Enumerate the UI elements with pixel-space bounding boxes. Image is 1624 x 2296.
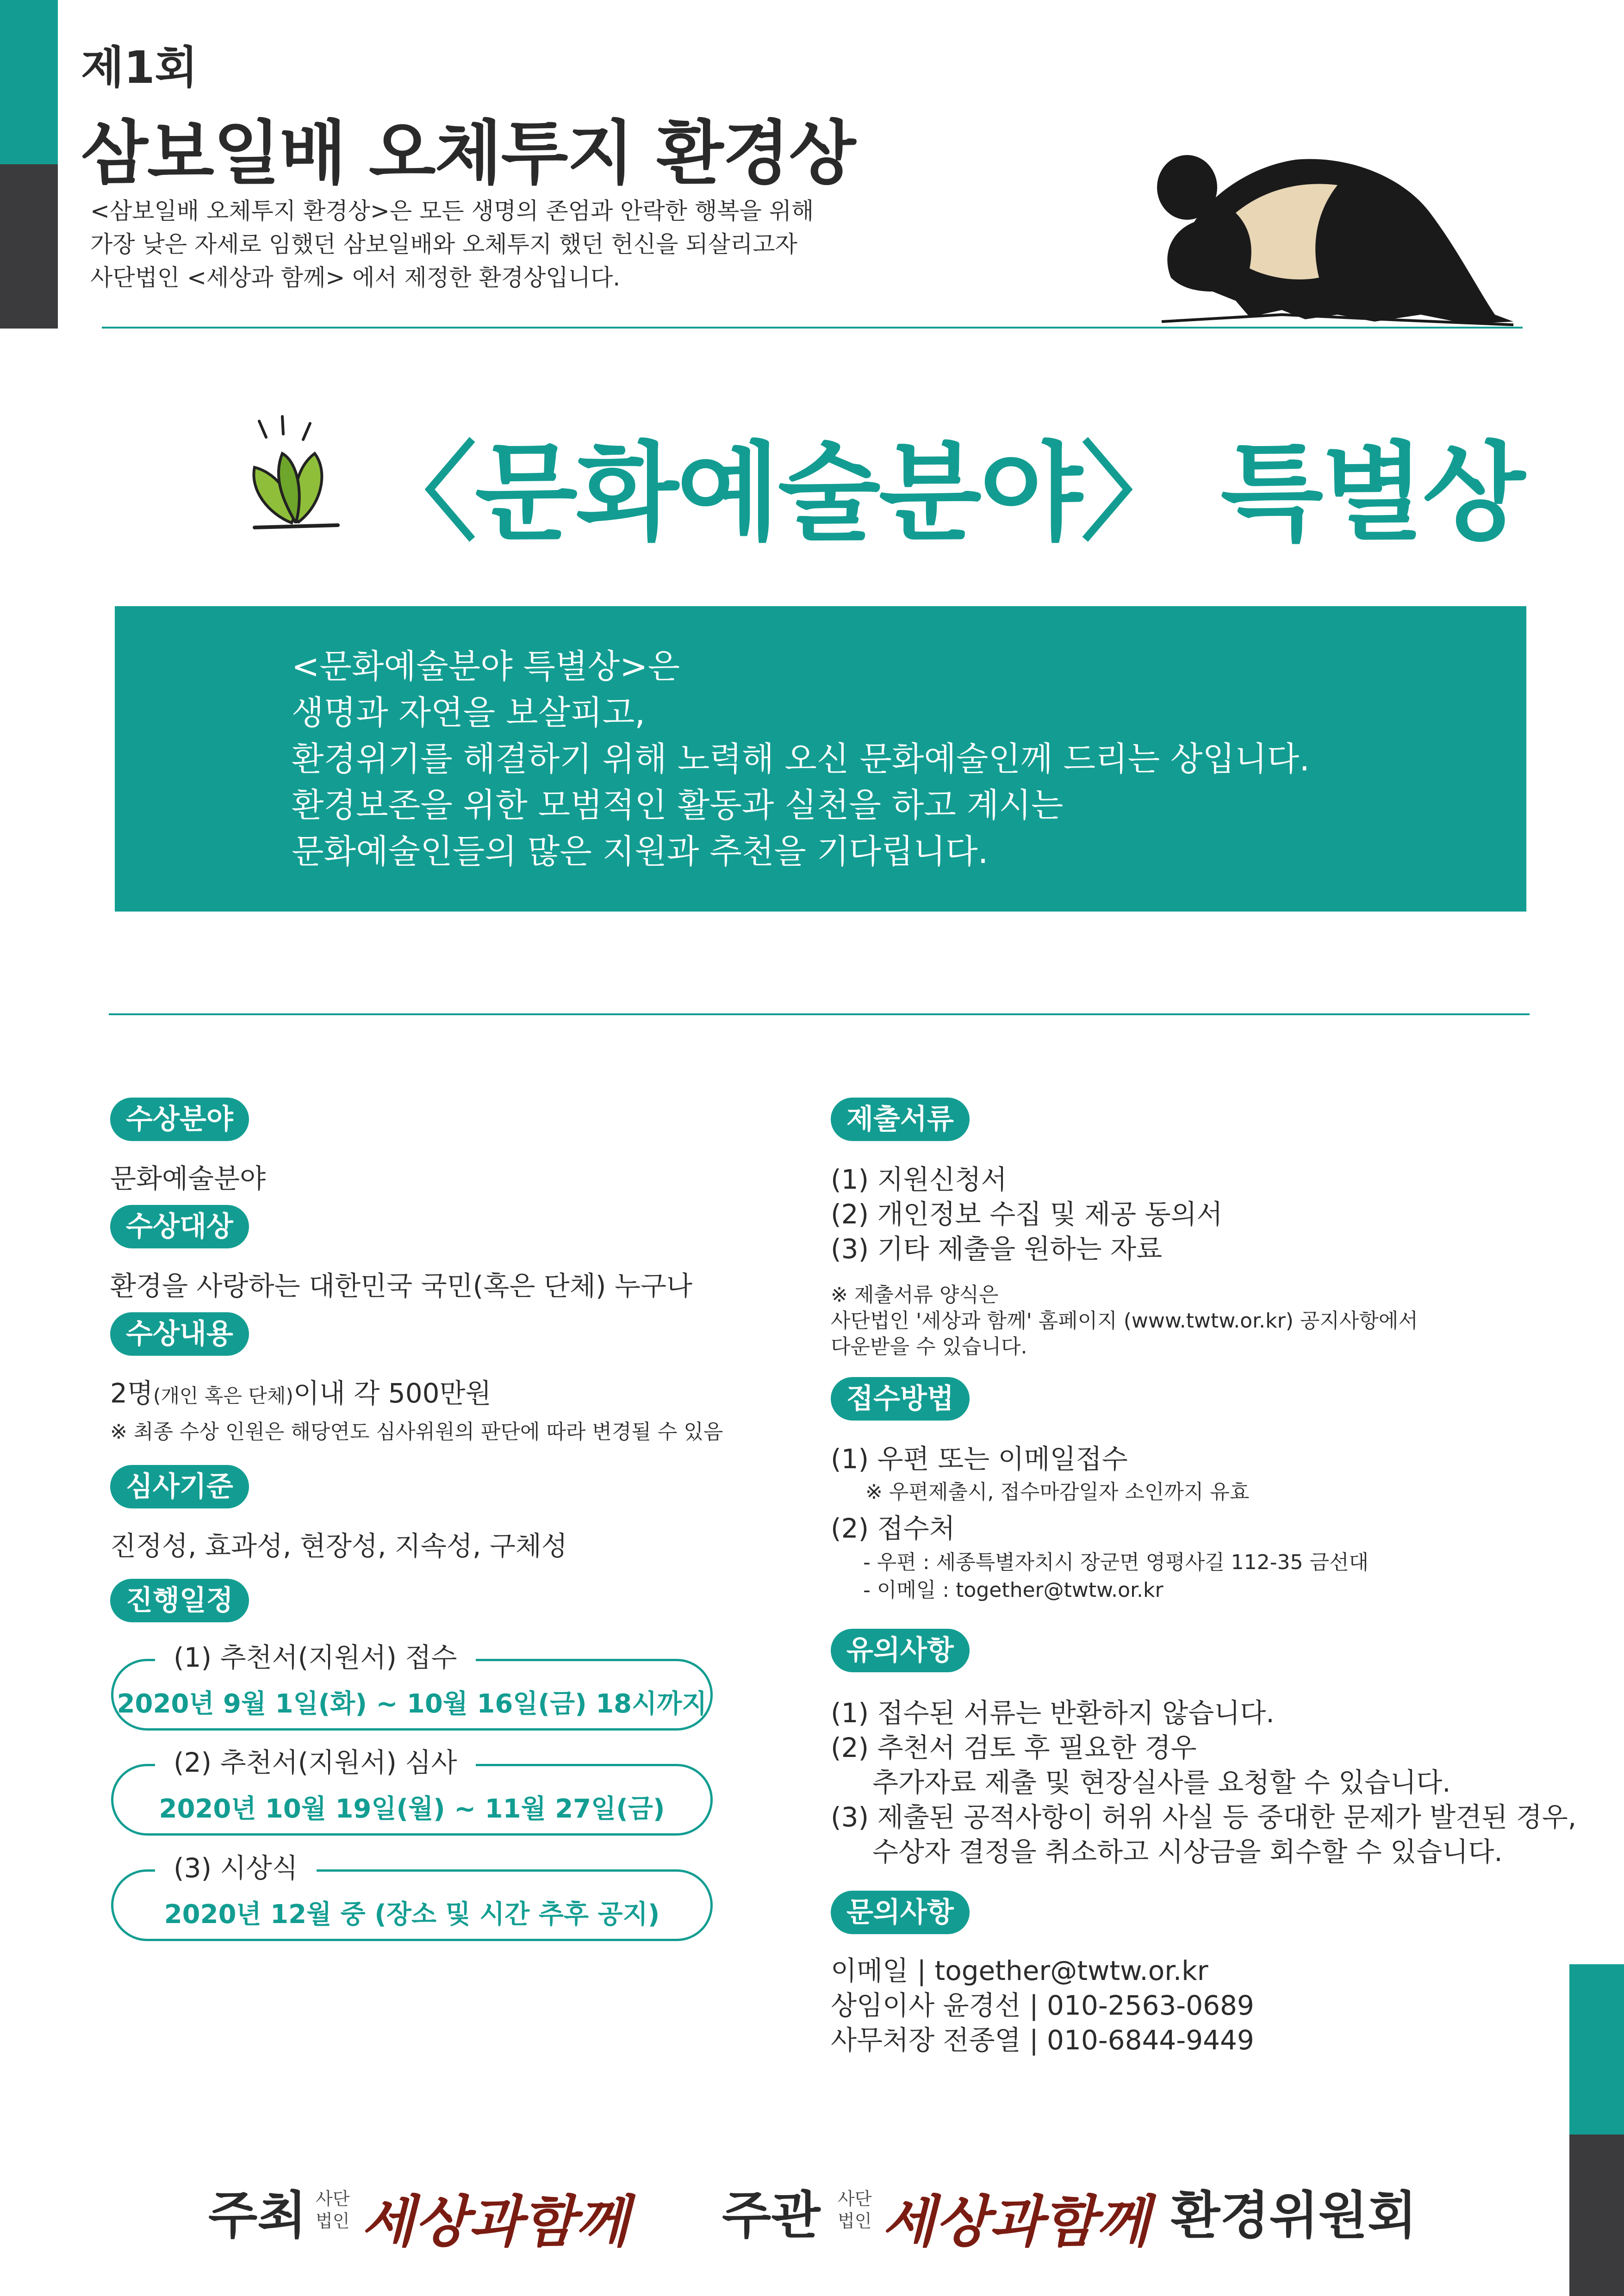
target-text: 환경을 사랑하는 대한민국 국민(혹은 단체) 누구나 [110,1270,693,1302]
section-label-inquiry: 문의사항 [831,1891,970,1934]
intro-line: <삼보일배 오체투지 환경상>은 모든 생명의 존엄과 안락한 행복을 위해 [90,198,814,224]
intro-line: 가장 낮은 자세로 임했던 삼보일배와 오체투지 했던 헌신을 되살리고자 [90,231,797,258]
caution-line: (2) 추천서 검토 후 필요한 경우 [831,1732,1197,1763]
content-amount: 이내 각 500만원 [293,1378,492,1409]
caution-line: 추가자료 제출 및 현장실사를 요청할 수 있습니다. [872,1767,1451,1798]
host-org-logo: 세상과함께 [361,2189,629,2254]
caution-line: (3) 제출된 공적사항이 허위 사실 등 중대한 문제가 발견된 경우, [831,1801,1577,1833]
description-line: 문화예술인들의 많은 지원과 추천을 기다립니다. [292,832,989,871]
documents-item: (1) 지원신청서 [831,1164,1007,1195]
content-count: 2명 [110,1378,153,1409]
description-line: 환경보존을 위한 모범적인 활동과 실천을 하고 계시는 [292,786,1064,825]
section-label-content: 수상내용 [110,1312,249,1356]
corp-mark-line: 사단 [838,2189,872,2209]
corp-mark-host [316,2188,349,2232]
organizer-label: 주관 [722,2186,821,2245]
description-line: 생명과 자연을 보살피고, [292,693,646,732]
section-label-target: 수상대상 [110,1205,249,1248]
intro-line: 사단법인 <세상과 함께> 에서 제정한 환경상입니다. [90,264,621,291]
description-line: 환경위기를 해결하기 위해 노력해 오신 문화예술인께 드리는 상입니다. [292,739,1310,778]
criteria-text: 진정성, 효과성, 현장성, 지속성, 구체성 [110,1530,567,1562]
section-label-caution: 유의사항 [831,1629,970,1672]
schedule-item [111,1642,713,1731]
documents-note: 사단법인 '세상과 함께' 홈페이지 (www.twtw.or.kr) 공지사항에서 [831,1309,1418,1333]
corp-mark-line: 사단 [316,2189,350,2209]
schedule-step: (2) 추천서(지원서) 심사 [155,1744,476,1781]
content-note: ※ 최종 수상 인원은 해당연도 심사위원의 판단에 따라 변경될 수 있음 [110,1420,723,1444]
schedule-item [111,1852,713,1941]
divider-middle [109,1013,1530,1015]
schedule-date: 2020년 12월 중 (장소 및 시간 추후 공지) [164,1899,660,1930]
schedule-step: (1) 추천서(지원서) 접수 [155,1639,476,1676]
committee-label: 환경위원회 [1171,2186,1417,2245]
method-note: ※ 우편제출시, 접수마감일자 소인까지 유효 [865,1480,1250,1504]
schedule-item [111,1747,713,1836]
section-label-method: 접수방법 [831,1377,970,1421]
section-label-schedule: 진행일정 [110,1579,249,1622]
method-item: (2) 접수처 [831,1513,955,1544]
inquiry-line: 사무처장 전종열 | 010-6844-9449 [831,2024,1254,2056]
inquiry-line: 상임이사 윤경선 | 010-2563-0689 [831,1990,1254,2021]
divider-top [102,327,1523,329]
corp-mark-organizer [838,2188,871,2232]
documents-item: (3) 기타 제출을 원하는 자료 [831,1233,1163,1265]
documents-item: (2) 개인정보 수집 및 제공 동의서 [831,1198,1223,1230]
edition-label: 제1회 [81,42,198,93]
corp-mark-line: 법인 [316,2211,350,2231]
corp-mark-line: 법인 [838,2211,872,2231]
caution-line: 수상자 결정을 취소하고 시상금을 회수할 수 있습니다. [872,1836,1503,1868]
intro-text [90,194,877,294]
documents-note: ※ 제출서류 양식은 [831,1283,999,1307]
method-email: - 이메일 : together@twtw.or.kr [863,1578,1164,1602]
sprout-icon [241,412,352,532]
section-label-documents: 제출서류 [831,1098,970,1141]
organizer-org-logo: 세상과함께 [882,2189,1150,2254]
content-text [110,1371,492,1410]
corner-bar-teal-top [0,0,58,164]
description-box [115,606,1526,912]
award-title: 삼보일배 오체투지 환경상 [81,113,855,194]
bowing-figure-illustration [1143,139,1518,333]
field-text: 문화예술분야 [110,1163,266,1194]
host-label: 주최 [208,2186,307,2245]
section-label-field: 수상분야 [110,1098,249,1141]
method-address: - 우편 : 세종특별자치시 장군면 영평사길 112-35 금선대 [863,1551,1369,1574]
schedule-date: 2020년 10월 19일(월) ~ 11월 27일(금) [159,1794,665,1824]
method-item: (1) 우편 또는 이메일접수 [831,1443,1128,1475]
special-award-title: 〈문화예술분야〉 특별상 [370,432,1524,555]
description-line: <문화예술분야 특별상>은 [292,647,680,686]
corner-bar-dark-bottom [1569,2135,1624,2296]
corner-bar-teal-bottom [1569,1964,1624,2135]
schedule-step: (3) 시상식 [155,1849,317,1886]
inquiry-line: 이메일 | together@twtw.or.kr [831,1955,1208,1986]
documents-note: 다운받을 수 있습니다. [831,1335,1027,1359]
schedule-date: 2020년 9월 1일(화) ~ 10월 16일(금) 18시까지 [117,1689,707,1719]
caution-line: (1) 접수된 서류는 반환하지 않습니다. [831,1697,1275,1729]
corner-bar-dark-top [0,164,58,329]
section-label-criteria: 심사기준 [110,1465,249,1508]
content-count-note: (개인 혹은 단체) [153,1384,293,1407]
